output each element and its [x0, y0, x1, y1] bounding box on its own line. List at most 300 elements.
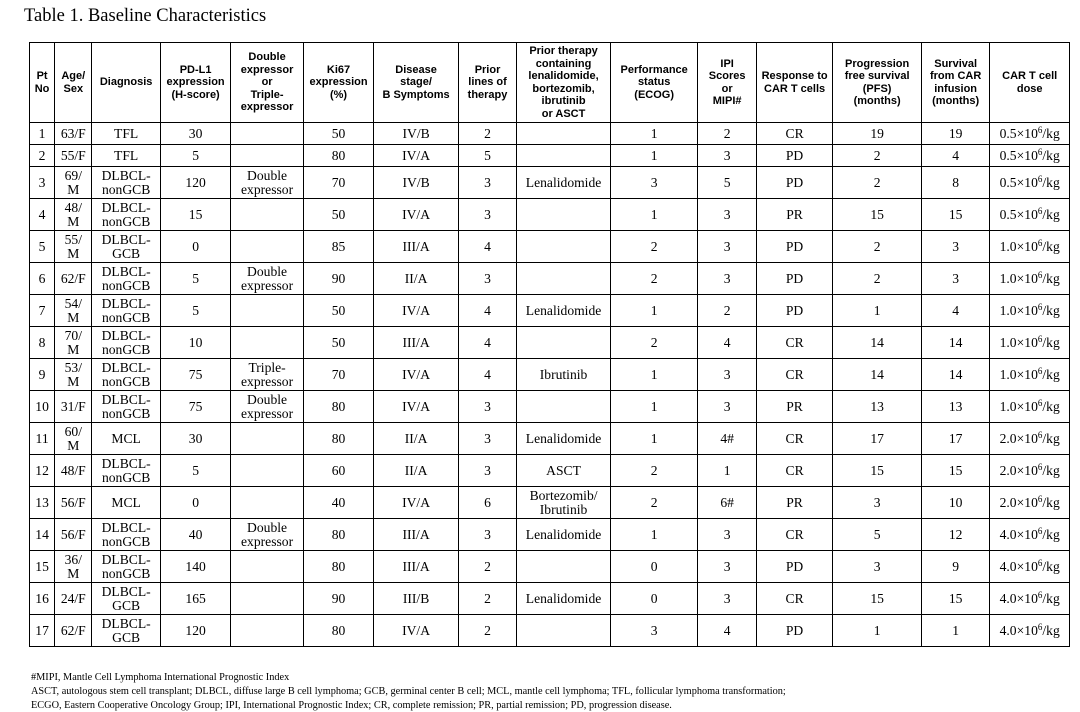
table-row — [30, 391, 1070, 423]
table-cell: 11 — [30, 423, 55, 455]
table-cell — [517, 145, 611, 167]
table-cell: 3 — [458, 455, 516, 487]
footnote-abbreviations-2: ECGO, Eastern Cooperative Oncology Group; IPI, International Prognostic Index; CR, complete remission; PR, partial remission; PD, progression disease. — [31, 700, 672, 711]
table-row — [30, 359, 1070, 391]
table-cell: PR — [756, 487, 833, 519]
table-cell: 12 — [30, 455, 55, 487]
table-cell: Bortezomib/ Ibrutinib — [517, 487, 611, 519]
table-cell: 3 — [698, 199, 756, 231]
table-cell: 19 — [921, 123, 989, 145]
table-cell: 4 — [458, 231, 516, 263]
table-cell: 54/ M — [55, 295, 92, 327]
table-cell: IV/A — [374, 145, 459, 167]
table-cell: ASCT — [517, 455, 611, 487]
table-cell: 2 — [458, 583, 516, 615]
table-cell — [517, 327, 611, 359]
table-cell — [231, 423, 303, 455]
table-cell: DLBCL- nonGCB — [92, 295, 160, 327]
table-cell: 63/F — [55, 123, 92, 145]
table-cell — [990, 167, 1070, 199]
table-cell — [517, 551, 611, 583]
table-cell: 70 — [303, 359, 373, 391]
col-header: Disease stage/ B Symptoms — [374, 43, 459, 123]
table-cell: 53/ M — [55, 359, 92, 391]
table-cell: 3 — [698, 145, 756, 167]
table-cell: 1 — [921, 615, 989, 647]
table-cell: TFL — [92, 123, 160, 145]
table-cell — [990, 199, 1070, 231]
dose-value: $0.5\times 10^6/kg$ — [999, 146, 1060, 163]
table-cell: PD — [756, 615, 833, 647]
table-cell: 15 — [833, 199, 922, 231]
table-cell: 1 — [610, 123, 698, 145]
table-cell: 48/F — [55, 455, 92, 487]
table-cell: 1 — [610, 199, 698, 231]
table-row — [30, 199, 1070, 231]
table-cell: 2 — [833, 145, 922, 167]
table-cell: 4 — [921, 145, 989, 167]
table-cell — [990, 615, 1070, 647]
table-cell: IV/A — [374, 391, 459, 423]
table-cell: Lenalidomide — [517, 167, 611, 199]
table-cell: 2 — [30, 145, 55, 167]
dose-value: $1.0\times 10^6/kg$ — [999, 397, 1060, 414]
dose-value: $4.0\times 10^6/kg$ — [999, 525, 1060, 542]
table-cell: 2 — [458, 551, 516, 583]
table-cell: 0 — [610, 551, 698, 583]
table-cell: 3 — [698, 263, 756, 295]
table-cell: III/A — [374, 551, 459, 583]
table-cell: 80 — [303, 551, 373, 583]
table-cell: MCL — [92, 423, 160, 455]
table-cell: 56/F — [55, 487, 92, 519]
table-cell: 0 — [610, 583, 698, 615]
table-row — [30, 263, 1070, 295]
table-cell: 5 — [833, 519, 922, 551]
table-cell: DLBCL- GCB — [92, 583, 160, 615]
table-row — [30, 519, 1070, 551]
table-cell — [990, 231, 1070, 263]
table-cell: 3 — [698, 231, 756, 263]
table-cell: 36/ M — [55, 551, 92, 583]
table-cell: 3 — [458, 199, 516, 231]
table-cell — [990, 145, 1070, 167]
table-cell: 5 — [160, 145, 230, 167]
dose-value: $2.0\times 10^6/kg$ — [999, 461, 1060, 478]
table-cell: 14 — [921, 359, 989, 391]
col-header: Double expressor or Triple- expressor — [231, 43, 303, 123]
table-cell: CR — [756, 583, 833, 615]
col-header: PD-L1 expression (H-score) — [160, 43, 230, 123]
dose-value: $1.0\times 10^6/kg$ — [999, 365, 1060, 382]
table-cell: 60 — [303, 455, 373, 487]
table-cell: III/B — [374, 583, 459, 615]
table-cell — [231, 123, 303, 145]
table-cell: 3 — [30, 167, 55, 199]
table-cell: 3 — [698, 551, 756, 583]
table-cell: III/A — [374, 327, 459, 359]
table-cell: 14 — [30, 519, 55, 551]
table-row — [30, 295, 1070, 327]
table-cell: 2 — [458, 123, 516, 145]
table-row — [30, 167, 1070, 199]
table-cell: DLBCL- nonGCB — [92, 199, 160, 231]
table-cell: 3 — [458, 263, 516, 295]
table-cell: PR — [756, 199, 833, 231]
table-cell: DLBCL- nonGCB — [92, 263, 160, 295]
table-cell: 4 — [698, 327, 756, 359]
table-cell: 1 — [610, 519, 698, 551]
table-row — [30, 455, 1070, 487]
dose-value: $1.0\times 10^6/kg$ — [999, 237, 1060, 254]
table-cell: DLBCL- GCB — [92, 231, 160, 263]
table-cell: 6 — [30, 263, 55, 295]
table-cell — [990, 327, 1070, 359]
table-cell — [990, 391, 1070, 423]
table-cell: CR — [756, 359, 833, 391]
table-cell — [231, 295, 303, 327]
table-cell: Ibrutinib — [517, 359, 611, 391]
table-cell: 2 — [698, 123, 756, 145]
table-row — [30, 615, 1070, 647]
table-cell — [231, 615, 303, 647]
table-cell — [231, 231, 303, 263]
table-cell: 2 — [610, 455, 698, 487]
table-cell: 40 — [160, 519, 230, 551]
table-cell: Lenalidomide — [517, 519, 611, 551]
table-cell: Lenalidomide — [517, 295, 611, 327]
table-cell — [990, 359, 1070, 391]
col-header: Ki67 expression (%) — [303, 43, 373, 123]
table-row — [30, 487, 1070, 519]
dose-value: $4.0\times 10^6/kg$ — [999, 621, 1060, 638]
table-cell: 6 — [458, 487, 516, 519]
table-cell: CR — [756, 519, 833, 551]
table-cell: 90 — [303, 263, 373, 295]
table-cell: 75 — [160, 391, 230, 423]
table-cell: 3 — [610, 167, 698, 199]
table-cell: 80 — [303, 423, 373, 455]
table-cell: 14 — [833, 359, 922, 391]
table-row — [30, 231, 1070, 263]
table-cell: 9 — [921, 551, 989, 583]
table-cell: DLBCL- nonGCB — [92, 167, 160, 199]
table-cell: 14 — [833, 327, 922, 359]
table-cell: 16 — [30, 583, 55, 615]
dose-value: $0.5\times 10^6/kg$ — [999, 124, 1060, 141]
table-row — [30, 145, 1070, 167]
table-row — [30, 123, 1070, 145]
table-cell: 17 — [833, 423, 922, 455]
table-cell: DLBCL- nonGCB — [92, 519, 160, 551]
table-cell: 120 — [160, 615, 230, 647]
table-cell: CR — [756, 123, 833, 145]
table-cell: 2 — [458, 615, 516, 647]
table-cell — [990, 455, 1070, 487]
table-cell: 70 — [303, 167, 373, 199]
table-cell: 30 — [160, 123, 230, 145]
col-header: Response to CAR T cells — [756, 43, 833, 123]
dose-value: $0.5\times 10^6/kg$ — [999, 205, 1060, 222]
table-cell: 1 — [610, 295, 698, 327]
table-cell: CR — [756, 327, 833, 359]
table-cell: 17 — [30, 615, 55, 647]
col-header: Prior therapy containing lenalidomide, bortezomib, ibrutinib or ASCT — [517, 43, 611, 123]
table-cell: 140 — [160, 551, 230, 583]
table-cell: 4 — [30, 199, 55, 231]
table-cell: IV/B — [374, 167, 459, 199]
table-cell: II/A — [374, 263, 459, 295]
table-body — [30, 123, 1070, 647]
table-cell: MCL — [92, 487, 160, 519]
table-cell: 3 — [833, 487, 922, 519]
col-header: Diagnosis — [92, 43, 160, 123]
dose-value: $0.5\times 10^6/kg$ — [999, 173, 1060, 190]
table-cell: 15 — [833, 455, 922, 487]
table-cell: 1 — [833, 615, 922, 647]
table-cell: 85 — [303, 231, 373, 263]
table-cell — [231, 487, 303, 519]
col-header: Survival from CAR infusion (months) — [921, 43, 989, 123]
table-cell: 48/ M — [55, 199, 92, 231]
table-cell: 6# — [698, 487, 756, 519]
table-cell: PD — [756, 167, 833, 199]
table-cell: 40 — [303, 487, 373, 519]
table-cell: DLBCL- GCB — [92, 615, 160, 647]
table-cell: 90 — [303, 583, 373, 615]
table-cell: 31/F — [55, 391, 92, 423]
table-cell: 24/F — [55, 583, 92, 615]
table-cell: 1 — [610, 423, 698, 455]
dose-value: $1.0\times 10^6/kg$ — [999, 333, 1060, 350]
table-cell: DLBCL- nonGCB — [92, 551, 160, 583]
table-cell — [231, 145, 303, 167]
header-row — [30, 43, 1070, 123]
table-cell: Double expressor — [231, 263, 303, 295]
table-cell: 3 — [833, 551, 922, 583]
table-cell: 55/ M — [55, 231, 92, 263]
table-cell: 0 — [160, 231, 230, 263]
table-cell: 1 — [610, 391, 698, 423]
table-cell: 3 — [610, 615, 698, 647]
table-cell: Triple- expressor — [231, 359, 303, 391]
table-cell: Lenalidomide — [517, 423, 611, 455]
table-cell — [517, 615, 611, 647]
table-cell: II/A — [374, 455, 459, 487]
table-cell: 2 — [610, 231, 698, 263]
footnote-abbreviations: ASCT, autologous stem cell transplant; DLBCL, diffuse large B cell lymphoma; GCB, germinal center B cell; MCL, mantle cell lymphoma; TFL, follicular lymphoma transformation; — [31, 686, 786, 697]
table-cell: 1 — [698, 455, 756, 487]
table-cell: IV/A — [374, 615, 459, 647]
table-cell: 80 — [303, 145, 373, 167]
table-cell: 2 — [833, 263, 922, 295]
table-cell: Double expressor — [231, 167, 303, 199]
table-cell: 10 — [160, 327, 230, 359]
table-cell: 1 — [610, 145, 698, 167]
table-cell: 60/ M — [55, 423, 92, 455]
table-cell: 9 — [30, 359, 55, 391]
table-cell: 50 — [303, 327, 373, 359]
col-header: Progression free survival (PFS) (months) — [833, 43, 922, 123]
table-cell: 80 — [303, 519, 373, 551]
table-cell: IV/B — [374, 123, 459, 145]
table-cell: 2 — [833, 167, 922, 199]
table-cell: 50 — [303, 295, 373, 327]
table-cell: 8 — [921, 167, 989, 199]
table-cell — [990, 583, 1070, 615]
table-cell: 50 — [303, 199, 373, 231]
table-cell: PD — [756, 551, 833, 583]
table-cell: 2 — [833, 231, 922, 263]
table-cell: III/A — [374, 519, 459, 551]
table-cell: 62/F — [55, 615, 92, 647]
table-cell: 55/F — [55, 145, 92, 167]
table-cell: 69/ M — [55, 167, 92, 199]
table-cell: 70/ M — [55, 327, 92, 359]
table-cell: 5 — [160, 263, 230, 295]
table-row — [30, 327, 1070, 359]
table-cell: 13 — [921, 391, 989, 423]
table-cell: 5 — [458, 145, 516, 167]
table-cell: 120 — [160, 167, 230, 199]
table-cell: 3 — [921, 231, 989, 263]
table-cell: 14 — [921, 327, 989, 359]
table-cell: 1 — [610, 359, 698, 391]
col-header: Performance status (ECOG) — [610, 43, 698, 123]
table-cell: 15 — [833, 583, 922, 615]
table-cell — [990, 263, 1070, 295]
table-cell — [517, 231, 611, 263]
table-cell — [990, 295, 1070, 327]
table-cell: IV/A — [374, 199, 459, 231]
table-cell: 4 — [458, 359, 516, 391]
table-cell — [990, 487, 1070, 519]
table-cell: 80 — [303, 615, 373, 647]
col-header: Age/ Sex — [55, 43, 92, 123]
table-cell — [517, 123, 611, 145]
table-cell: 3 — [458, 391, 516, 423]
table-cell — [231, 327, 303, 359]
table-cell: PD — [756, 231, 833, 263]
table-cell: 2 — [698, 295, 756, 327]
table-cell: 165 — [160, 583, 230, 615]
table-cell: TFL — [92, 145, 160, 167]
table-cell — [231, 551, 303, 583]
table-cell — [517, 263, 611, 295]
col-header: IPI Scores or MIPI# — [698, 43, 756, 123]
table-cell: CR — [756, 423, 833, 455]
table-cell — [231, 199, 303, 231]
table-cell: 12 — [921, 519, 989, 551]
table-cell: PD — [756, 263, 833, 295]
col-header: Pt No — [30, 43, 55, 123]
baseline-characteristics-table — [29, 42, 1070, 647]
dose-value: $2.0\times 10^6/kg$ — [999, 429, 1060, 446]
table-cell: 2 — [610, 327, 698, 359]
table-cell: 5 — [160, 455, 230, 487]
table-cell: IV/A — [374, 359, 459, 391]
table-cell: 15 — [160, 199, 230, 231]
table-cell: 10 — [921, 487, 989, 519]
table-cell: 4# — [698, 423, 756, 455]
table-cell: Double expressor — [231, 391, 303, 423]
table-cell: 17 — [921, 423, 989, 455]
table-cell: 75 — [160, 359, 230, 391]
table-row — [30, 551, 1070, 583]
table-cell — [231, 583, 303, 615]
dose-value: $4.0\times 10^6/kg$ — [999, 589, 1060, 606]
dose-value: $4.0\times 10^6/kg$ — [999, 557, 1060, 574]
table-cell: 15 — [30, 551, 55, 583]
dose-value: $1.0\times 10^6/kg$ — [999, 269, 1060, 286]
table-cell: 1 — [30, 123, 55, 145]
table-cell: 7 — [30, 295, 55, 327]
table-cell: 13 — [30, 487, 55, 519]
table-cell — [231, 455, 303, 487]
table-cell: 4 — [921, 295, 989, 327]
table-cell: 3 — [458, 519, 516, 551]
table-cell — [990, 519, 1070, 551]
table-cell: PD — [756, 295, 833, 327]
table-cell: 80 — [303, 391, 373, 423]
table-cell — [517, 391, 611, 423]
table-cell: DLBCL- nonGCB — [92, 455, 160, 487]
table-cell: 15 — [921, 199, 989, 231]
table-cell: Double expressor — [231, 519, 303, 551]
table-cell: 3 — [698, 583, 756, 615]
table-cell: 4 — [458, 327, 516, 359]
table-cell: DLBCL- nonGCB — [92, 327, 160, 359]
col-header: CAR T cell dose — [990, 43, 1070, 123]
table-cell: 3 — [698, 391, 756, 423]
table-cell: 3 — [458, 167, 516, 199]
table-cell: 1 — [833, 295, 922, 327]
table-cell: 19 — [833, 123, 922, 145]
table-cell: Lenalidomide — [517, 583, 611, 615]
table-row — [30, 423, 1070, 455]
table-cell: 30 — [160, 423, 230, 455]
table-cell: 62/F — [55, 263, 92, 295]
dose-value: $1.0\times 10^6/kg$ — [999, 301, 1060, 318]
table-cell: 4 — [458, 295, 516, 327]
table-cell: 3 — [921, 263, 989, 295]
table-cell: 15 — [921, 455, 989, 487]
table-cell: 3 — [698, 359, 756, 391]
table-cell: 3 — [698, 519, 756, 551]
table-cell: 3 — [458, 423, 516, 455]
table-title: Table 1. Baseline Characteristics — [24, 6, 267, 26]
table-cell: 2 — [610, 487, 698, 519]
table-cell: 10 — [30, 391, 55, 423]
table-cell — [990, 423, 1070, 455]
table-cell — [990, 123, 1070, 145]
table-cell: 8 — [30, 327, 55, 359]
table-cell: 0 — [160, 487, 230, 519]
table-row — [30, 583, 1070, 615]
table-cell: III/A — [374, 231, 459, 263]
table-cell: 56/F — [55, 519, 92, 551]
table-cell: 5 — [30, 231, 55, 263]
table-cell: CR — [756, 455, 833, 487]
table-cell: 50 — [303, 123, 373, 145]
table-cell: PD — [756, 145, 833, 167]
table-cell: 5 — [160, 295, 230, 327]
table-cell — [517, 199, 611, 231]
footnote-mipi: #MIPI, Mantle Cell Lymphoma International Prognostic Index — [31, 672, 290, 683]
table-cell: PR — [756, 391, 833, 423]
table-cell: 4 — [698, 615, 756, 647]
table-cell: 13 — [833, 391, 922, 423]
